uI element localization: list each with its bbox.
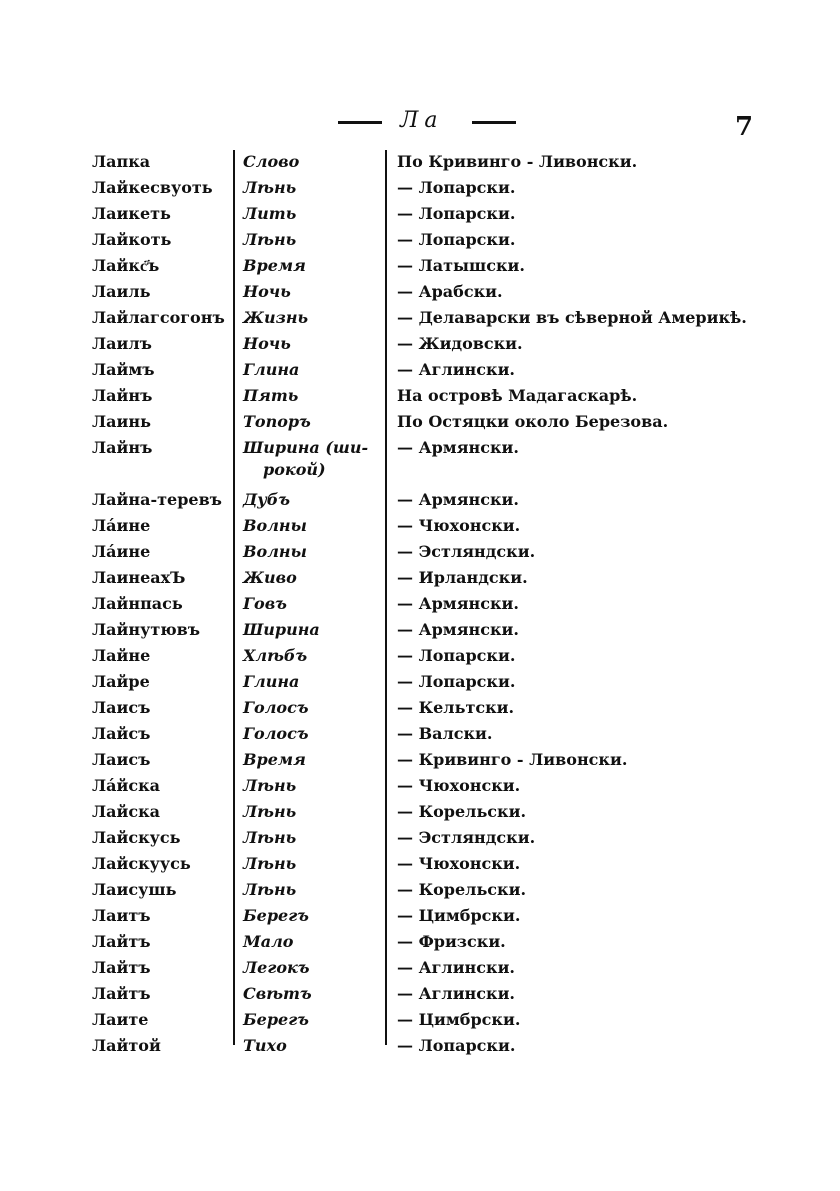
entry-meaning: Тихо [243, 1036, 287, 1055]
header-dash-left [338, 121, 382, 124]
entry-language: — Лопарски. [397, 230, 516, 249]
entry-word: Лайкоть [92, 230, 172, 249]
entry-meaning: Волны [243, 542, 307, 561]
entry-meaning: Лѣнь [243, 802, 297, 821]
entry-meaning: Пять [243, 386, 299, 405]
entry-word: Лаитъ [92, 906, 151, 925]
entry-language: — Аглински. [397, 984, 515, 1003]
entry-word: Ла́йска [92, 776, 161, 795]
entry-meaning: Мало [243, 932, 294, 951]
entry-word: Лайнпась [92, 594, 183, 613]
table-row [0, 256, 840, 280]
page-number: 7 [735, 112, 754, 142]
entry-word: Лайска [92, 802, 161, 821]
entry-word: Лайна-теревъ [92, 490, 222, 509]
entry-language: По Кривинго - Ливонски. [397, 152, 638, 171]
entry-meaning: Топоръ [243, 412, 311, 431]
table-row [0, 880, 840, 904]
entry-meaning: Свѣтъ [243, 984, 312, 1003]
entry-meaning: Лѣнь [243, 230, 297, 249]
entry-meaning: Живо [243, 568, 297, 587]
entry-meaning: Легокъ [243, 958, 310, 977]
entry-word: Лайскусь [92, 828, 181, 847]
entry-language: — Лопарски. [397, 646, 516, 665]
table-row [0, 906, 840, 930]
entry-word: Лайне [92, 646, 151, 665]
entry-meaning: Дубъ [243, 490, 290, 509]
table-row [0, 646, 840, 670]
entry-word: Лайкесвуоть [92, 178, 213, 197]
table-row [0, 932, 840, 956]
entry-language: — Армянски. [397, 438, 519, 457]
entry-language: На островѣ Мадагаскарѣ. [397, 386, 638, 405]
entry-language: — Армянски. [397, 594, 519, 613]
table-row [0, 828, 840, 852]
entry-meaning: Волны [243, 516, 307, 535]
entry-word: Ла́ине [92, 516, 151, 535]
table-row [0, 386, 840, 410]
table-row [0, 204, 840, 228]
entry-meaning: Ширина [243, 620, 320, 639]
entry-language: По Остяцки около Березова. [397, 412, 669, 431]
entry-language: — Жидовски. [397, 334, 523, 353]
entry-meaning: Лѣнь [243, 854, 297, 873]
table-row [0, 334, 840, 358]
entry-word: Лайскуусь [92, 854, 191, 873]
page-header [330, 108, 530, 138]
table-row [0, 958, 840, 982]
entry-language: — Арабски. [397, 282, 503, 301]
entry-language: — Цимбрски. [397, 1010, 521, 1029]
table-row [0, 672, 840, 696]
entry-word: Ла́ине [92, 542, 151, 561]
entry-word: Лайтъ [92, 958, 151, 977]
entry-meaning: Лѣнь [243, 776, 297, 795]
table-row [0, 230, 840, 254]
entry-meaning: Говъ [243, 594, 287, 613]
entry-meaning: Голосъ [243, 724, 309, 743]
entry-language: — Эстляндски. [397, 828, 536, 847]
entry-language: — Лопарски. [397, 204, 516, 223]
entry-language: — Цимбрски. [397, 906, 521, 925]
entry-meaning: Лить [243, 204, 297, 223]
entry-meaning: Берегъ [243, 906, 309, 925]
table-row [0, 152, 840, 176]
table-row [0, 360, 840, 384]
header-title: Ла [400, 108, 444, 133]
entry-meaning: Время [243, 750, 306, 769]
table-row [0, 178, 840, 202]
entry-meaning: Лѣнь [243, 178, 297, 197]
table-row [0, 984, 840, 1008]
entry-language: — Лопарски. [397, 672, 516, 691]
table-row [0, 1036, 840, 1060]
entry-word: Лаисъ [92, 698, 151, 717]
entry-meaning: Слово [243, 152, 300, 171]
table-row [0, 854, 840, 878]
entry-meaning: Хлѣбъ [243, 646, 308, 665]
entry-meaning: Берегъ [243, 1010, 309, 1029]
table-row [0, 542, 840, 566]
entry-meaning: Жизнь [243, 308, 309, 327]
meaning-continuation: рокой) [263, 460, 326, 479]
entry-word: Лаиль [92, 282, 151, 301]
entry-meaning: Лѣнь [243, 880, 297, 899]
entry-language: — Делаварски въ сѣверной Америкѣ. [397, 308, 747, 327]
entry-word: Лайкс҃ъ [92, 256, 160, 275]
entry-meaning: Время [243, 256, 306, 275]
table-row [0, 308, 840, 332]
entry-language: — Валски. [397, 724, 493, 743]
entry-language: — Лопарски. [397, 1036, 516, 1055]
table-row [0, 516, 840, 540]
table-row [0, 282, 840, 306]
entry-word: Лайре [92, 672, 150, 691]
table-row [0, 490, 840, 514]
table-row [0, 698, 840, 722]
entry-language: — Чюхонски. [397, 854, 521, 873]
table-row [0, 620, 840, 644]
entry-word: Лаилъ [92, 334, 152, 353]
entry-language: — Аглински. [397, 360, 515, 379]
table-row [0, 750, 840, 774]
entry-meaning: Ширина (ши- [243, 438, 369, 457]
entry-language: — Лопарски. [397, 178, 516, 197]
table-row [0, 802, 840, 826]
entry-word: Лаймъ [92, 360, 155, 379]
entry-word: Лаисъ [92, 750, 151, 769]
entry-language: — Латышски. [397, 256, 525, 275]
header-dash-right [472, 121, 516, 124]
entry-word: Лайсъ [92, 724, 151, 743]
entry-word: Лайтой [92, 1036, 161, 1055]
entry-word: Лаите [92, 1010, 149, 1029]
table-row [0, 1010, 840, 1034]
entry-word: Лайтъ [92, 984, 151, 1003]
entry-language: — Аглински. [397, 958, 515, 977]
entry-language: — Армянски. [397, 620, 519, 639]
entry-meaning: Ночь [243, 334, 291, 353]
entry-meaning: Голосъ [243, 698, 309, 717]
entry-word: Лайлагсогонъ [92, 308, 225, 327]
entry-word: Лайнутювъ [92, 620, 201, 639]
entry-language: — Эстляндски. [397, 542, 536, 561]
table-row [0, 438, 840, 462]
entry-word: ЛаинеахЪ [92, 568, 186, 587]
entry-word: Лайнъ [92, 438, 153, 457]
entry-language: — Армянски. [397, 490, 519, 509]
entry-word: Лаисушь [92, 880, 177, 899]
entry-meaning: Глина [243, 360, 300, 379]
entry-word: Лаикеть [92, 204, 171, 223]
entry-language: — Чюхонски. [397, 516, 521, 535]
table-row [0, 724, 840, 748]
table-row [0, 776, 840, 800]
entry-language: — Кельтски. [397, 698, 515, 717]
entry-word: Лаинь [92, 412, 151, 431]
entry-language: — Чюхонски. [397, 776, 521, 795]
entry-meaning: Лѣнь [243, 828, 297, 847]
entry-language: — Ирландски. [397, 568, 528, 587]
table-row [0, 594, 840, 618]
entry-word: Лапка [92, 152, 151, 171]
table-row [0, 568, 840, 592]
table-row [0, 412, 840, 436]
entry-meaning: Глина [243, 672, 300, 691]
entry-language: — Кривинго - Ливонски. [397, 750, 628, 769]
entry-meaning: Ночь [243, 282, 291, 301]
entry-language: — Корельски. [397, 880, 527, 899]
entry-word: Лайтъ [92, 932, 151, 951]
entry-word: Лайнъ [92, 386, 153, 405]
entry-language: — Фризски. [397, 932, 506, 951]
entry-language: — Корельски. [397, 802, 527, 821]
